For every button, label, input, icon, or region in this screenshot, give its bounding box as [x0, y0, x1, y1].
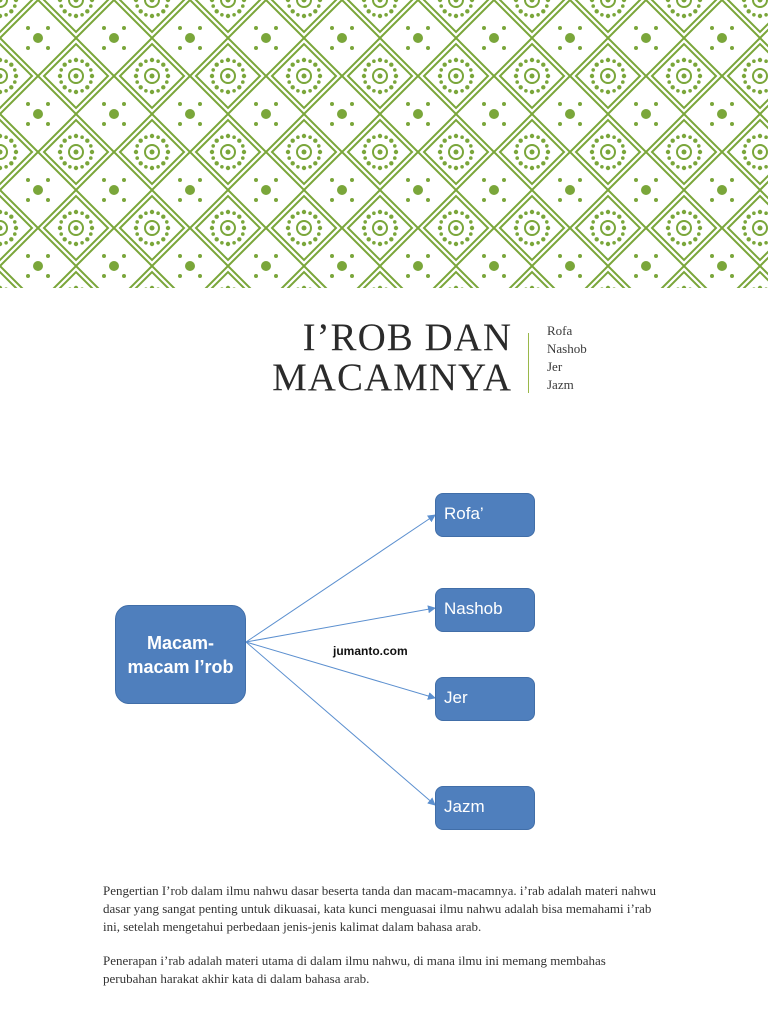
- leaf-node-label: Nashob: [444, 599, 503, 618]
- subtitle-item-jazm: Jazm: [547, 377, 574, 392]
- slide-title: [200, 318, 512, 398]
- connector-rofa: [246, 515, 435, 642]
- body-text: [103, 882, 658, 1004]
- title-line-2: MACAMNYA: [272, 356, 512, 399]
- subtitle-item-nashob: Nashob: [547, 341, 587, 356]
- leaf-node-jer: [435, 677, 535, 721]
- title-line-1: I’ROB DAN: [302, 316, 512, 359]
- pattern-graphic: [0, 0, 768, 288]
- watermark-text: jumanto.com: [333, 644, 408, 658]
- root-node: [115, 605, 246, 704]
- leaf-node-label: Rofa’: [444, 504, 484, 523]
- decorative-pattern-banner: [0, 0, 768, 288]
- subtitle-item-jer: Jer: [547, 359, 563, 374]
- leaf-node-label: Jazm: [444, 797, 485, 816]
- paragraph-2: Penerapan i’rab adalah materi utama di dalam ilmu nahwu, di mana ilmu ini memang membahas perubahan harakat akhir kata di dalam bahasa arab.: [103, 953, 606, 986]
- leaf-node-rofa: [435, 493, 535, 537]
- subtitle-item-rofa: Rofa: [547, 323, 573, 338]
- title-divider: [528, 333, 529, 393]
- leaf-node-jazm: [435, 786, 535, 830]
- leaf-node-nashob: [435, 588, 535, 632]
- root-node-label: Macam-macam I’rob: [127, 632, 234, 677]
- connector-nashob: [246, 608, 435, 642]
- paragraph-1: Pengertian I’rob dalam ilmu nahwu dasar beserta tanda dan macam-macamnya. i’rab adalah materi nahwu dasar yang sangat penting untuk dikuasai, kata kunci menguasai ilmu nahwu adalah bisa memahami i’rab ini, setelah mengetahui perbedaan jenis-jenis kalimat dalam bahasa arab.: [103, 883, 656, 934]
- connector-jazm: [246, 642, 435, 805]
- subtitle-list: [547, 322, 587, 394]
- leaf-node-label: Jer: [444, 688, 468, 707]
- irob-diagram: [0, 480, 768, 840]
